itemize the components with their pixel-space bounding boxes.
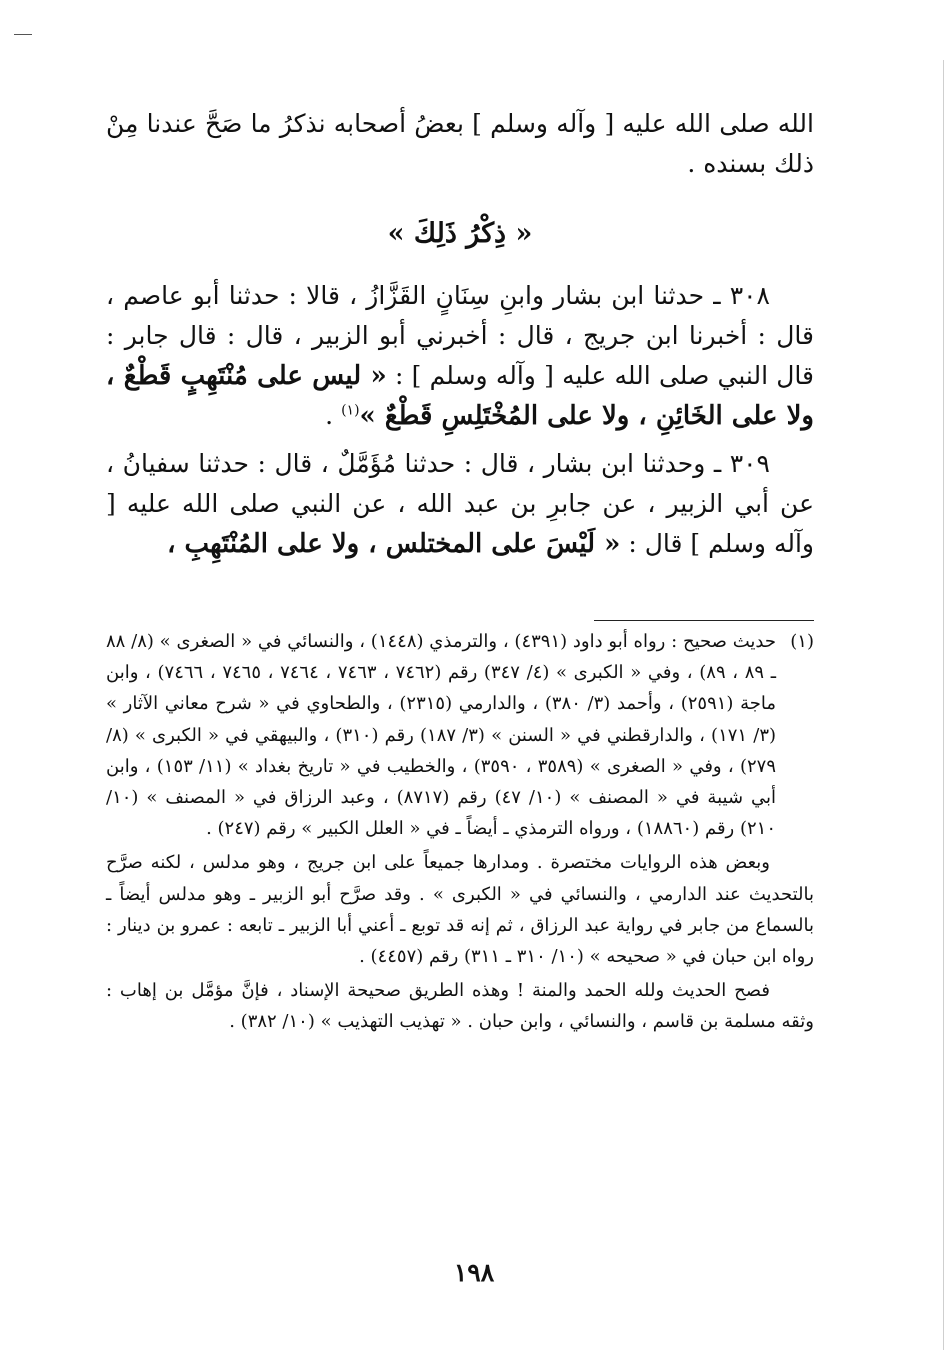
hadith-309-quote: « لَيْسَ على المختلس ، ولا على المُنْتَهِبِ ،	[167, 529, 621, 559]
hadith-308-quote: « ليس على مُنْتَهِبٍ قَطْعٌ ، ولا على الخَائِنِ ، ولا على المُخْتَلِسِ قَطْعٌ »	[106, 361, 814, 431]
intro-paragraph: الله صلى الله عليه [ وآله وسلم ] بعضُ أصحابه نذكرُ ما صَحَّ عندنا مِنْ ذلك بسنده .	[106, 109, 814, 178]
footnote-paragraph-2: وبعض هذه الروايات مختصرة . ومدارها جميعاً على ابن جريج ، وهو مدلس ، لكنه صرَّح بالتحديث عند الدارمي ، والنسائي في « الكبرى » . وقد صرَّح أبو الزبير ـ وهو مدلس أيضاً ـ بالسماع من جابر في رواية عبد الرزاق ، ثم إنه قد توبع ـ أعني أبا الزبير ـ تابعه : عمرو بن دينار : رواه ابن حبان في « صحيحه » (١٠/ ٣١٠ ـ ٣١١) رقم (٤٤٥٧) .	[106, 852, 814, 968]
footnote-separator	[594, 620, 814, 621]
section-heading: « ذِكْرُ ذَلِكَ »	[387, 218, 533, 249]
hadith-308-text: ٣٠٨ ـ حدثنا ابن بشار وابنِ سِنَانٍ القَزَّازُ ، قالا : حدثنا أبو عاصم ، قال : أخبرنا ابن جريج ، قال : أخبرني أبو الزبير ، قال : قال جابر : قال النبي صلى الله عليه [ وآله وسلم ] :	[106, 281, 814, 390]
hadith-308-end: .	[325, 401, 342, 430]
scan-mark	[14, 34, 32, 35]
hadith-309	[106, 444, 814, 564]
hadith-308	[106, 276, 814, 436]
footnote-paragraph-3: فصح الحديث ولله الحمد والمنة ! وهذه الطريق صحيحة الإسناد ، فإنَّ مؤمَّل بن إهاب : وثقه مسلمة بن قاسم ، والنسائي ، وابن حبان . « تهذيب التهذيب » (١٠/ ٣٨٢) .	[106, 980, 814, 1033]
page-number: ١٩٨	[453, 1258, 495, 1287]
footnote-1	[106, 626, 814, 844]
footnote-ref-1[interactable]: (١)	[341, 402, 360, 419]
main-text	[106, 104, 814, 564]
footnotes	[106, 626, 814, 1038]
page-edge	[943, 60, 944, 1350]
footnote-1-number: (١)	[790, 631, 814, 652]
footnote-1-text: حديث صحيح : رواه أبو داود (٤٣٩١) ، والترمذي (١٤٤٨) ، والنسائي في « الصغرى » (٨/ ٨٨ ـ ٨٩ ، ٨٩) ، وفي « الكبرى » (٤/ ٣٤٧) رقم (٧٤٦٢ ، ٧٤٦٣ ، ٧٤٦٤ ، ٧٤٦٥ ، ٧٤٦٦) ، وابن ماجة (٢٥٩١) ، وأحمد (٣/ ٣٨٠) ، والدارمي (٢٣١٥) ، والطحاوي في « شرح معاني الآثار » (٣/ ١٧١) ، والدارقطني في « السنن » (٣/ ١٨٧) رقم (٣١٠) ، والبيهقي في « الكبرى » (٨/ ٢٧٩) ، وفي « الصغرى » (٣٥٨٩ ، ٣٥٩٠) ، والخطيب في « تاريخ بغداد » (١١/ ١٥٣) ، وابن أبي شيبة في « المصنف » (١٠/ ٤٧) رقم (٨٧١٧) ، وعبد الرزاق في « المصنف » (١٠/ ٢١٠) رقم (١٨٨٦٠) ، ورواه الترمذي ـ أيضاً ـ في « العلل الكبير » رقم (٢٤٧) .	[106, 631, 777, 840]
hadith-309-text: ٣٠٩ ـ وحدثنا ابن بشار ، قال : حدثنا مُؤَمَّلٌ ، قال : حدثنا سفيانُ ، عن أبي الزبير ، عن جابرِ بن عبد الله ، عن النبي صلى الله عليه [ وآله وسلم ] قال :	[106, 449, 814, 558]
